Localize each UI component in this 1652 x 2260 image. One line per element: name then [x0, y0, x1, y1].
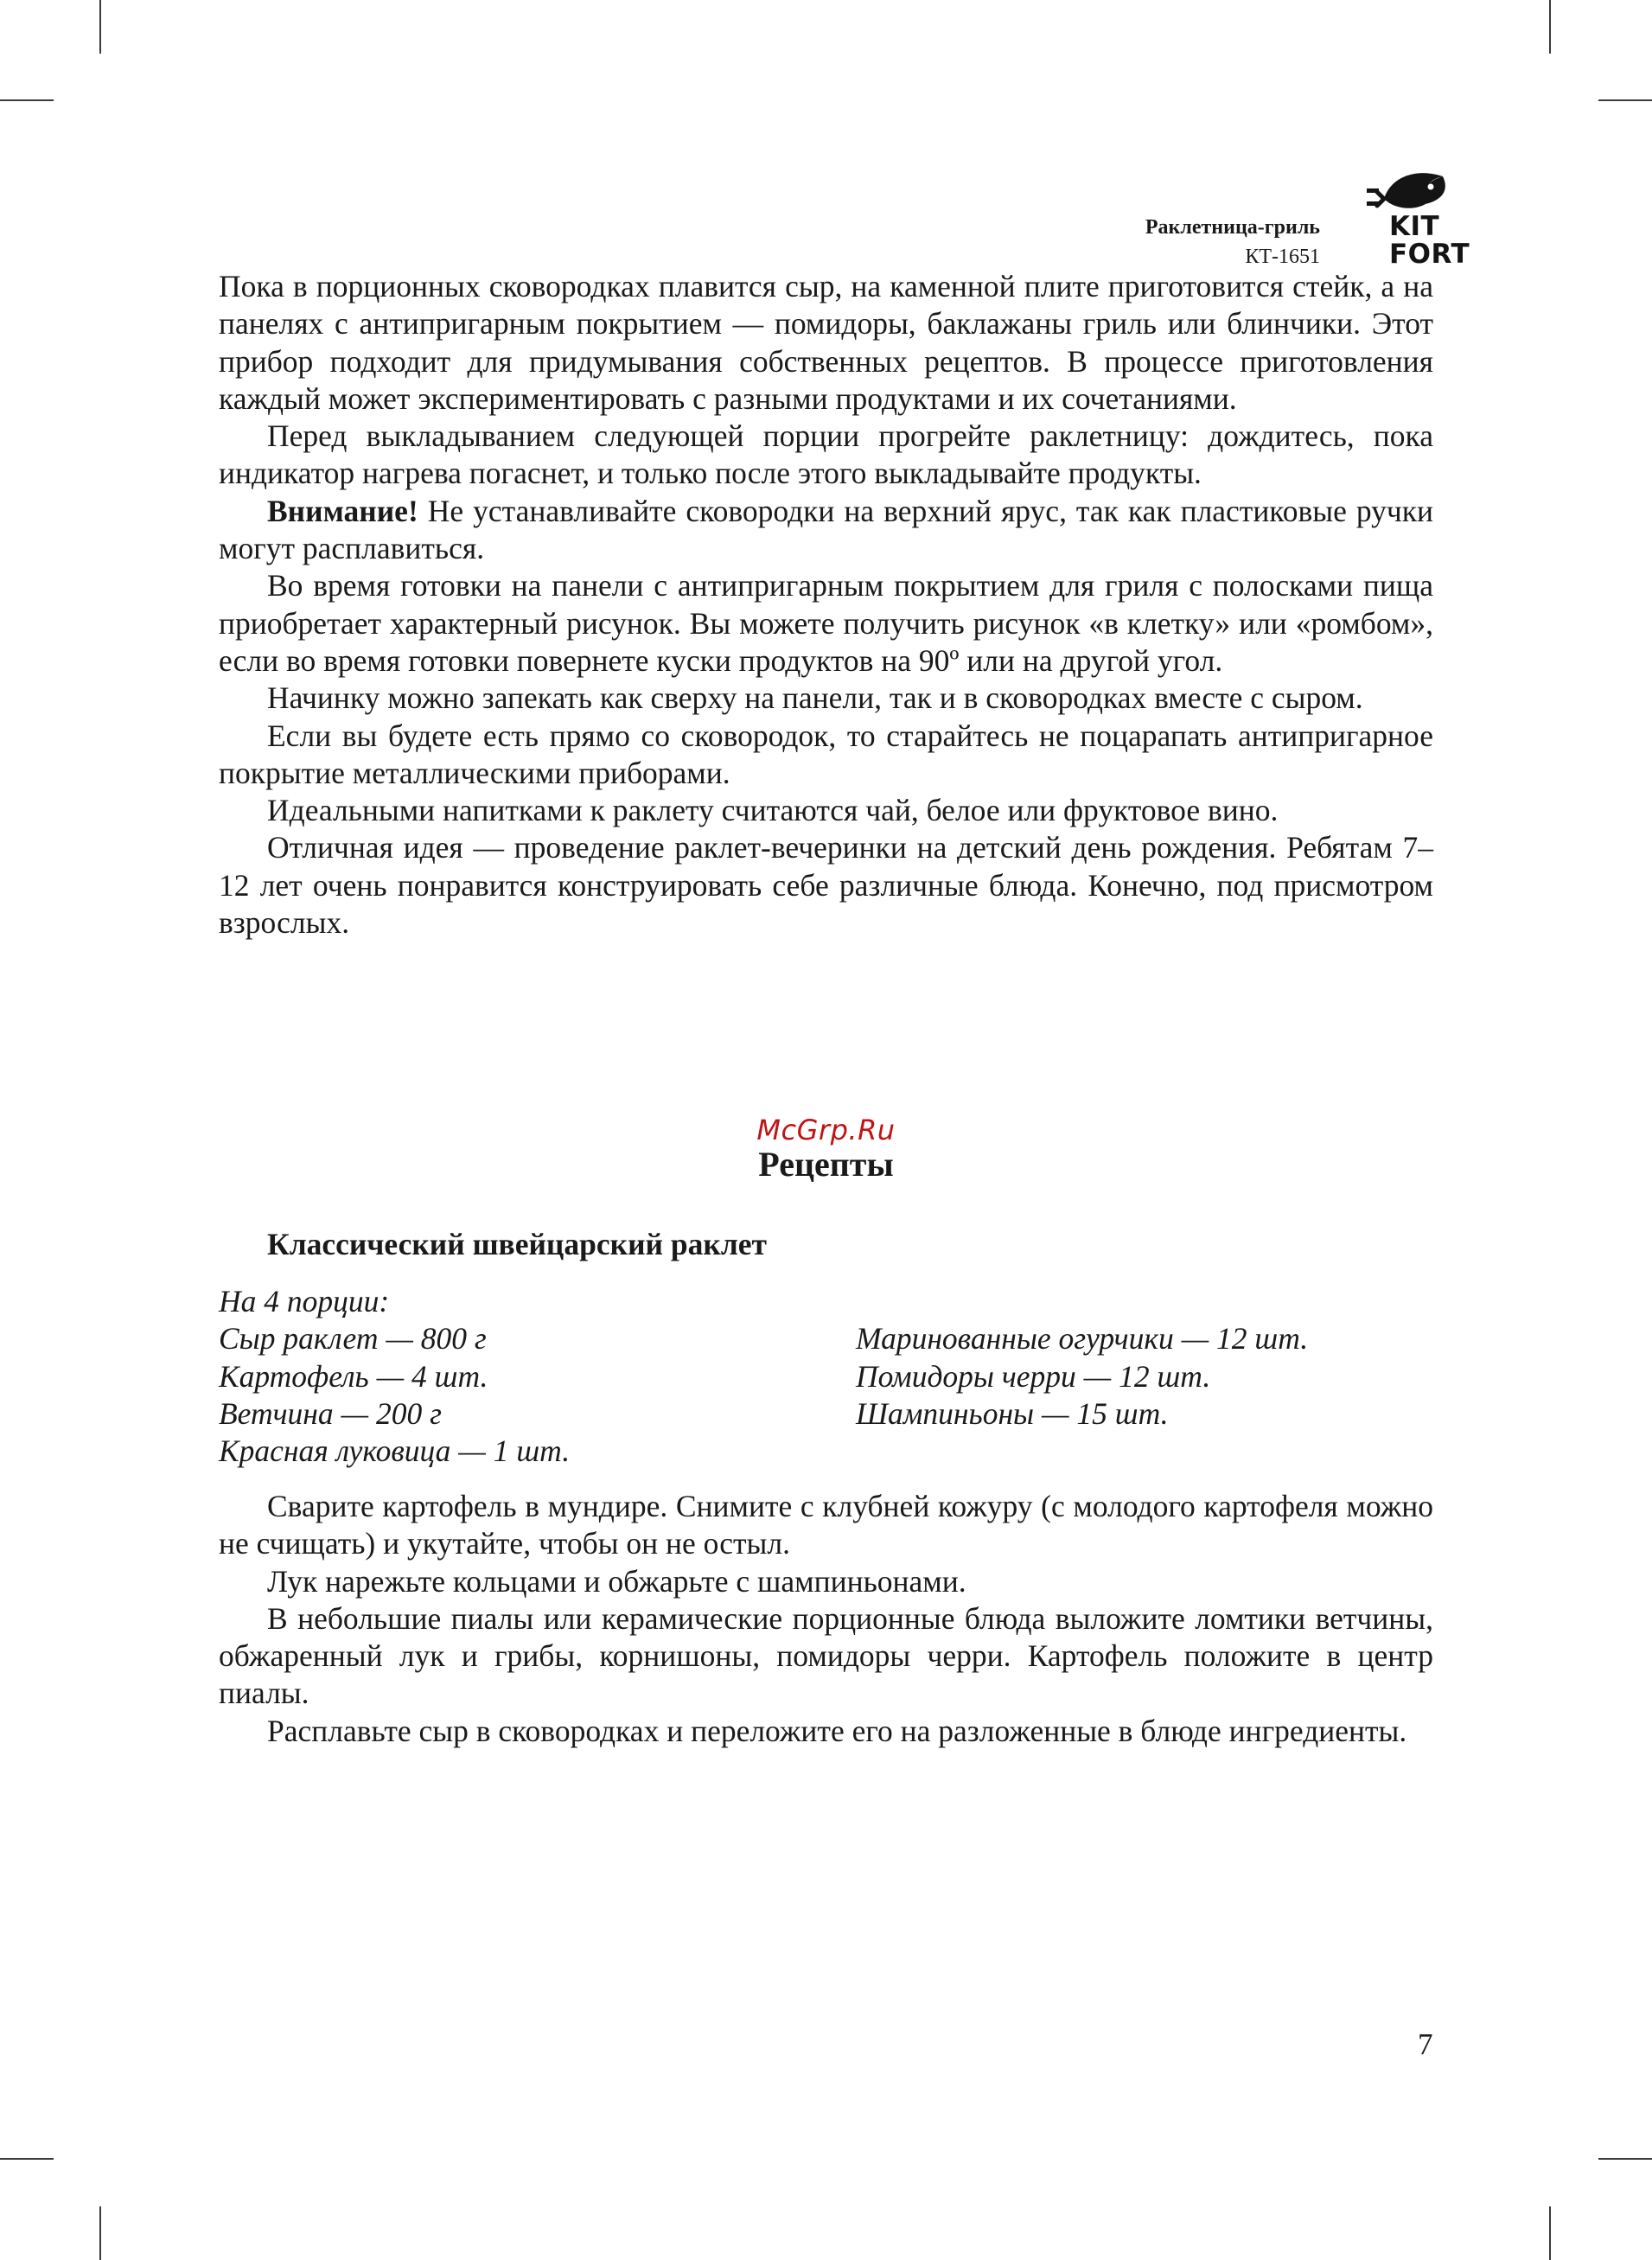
ingredient: Красная луковица — 1 шт.: [219, 1433, 571, 1469]
page-header: [1037, 161, 1474, 273]
product-name: Раклетница-гриль: [1145, 216, 1320, 239]
recipe-title: Классический швейцарский раклет: [267, 1227, 767, 1261]
paragraph: Если вы будете есть прямо со сковородок, то старайтесь не поцарапать антипригарное покрытие металлическими приборами.: [219, 718, 1433, 790]
product-info: [1145, 213, 1320, 271]
crop-mark: [1598, 99, 1652, 101]
page-number: 7: [1418, 2027, 1433, 2061]
brand-line-2: FORT: [1389, 239, 1470, 270]
crop-mark: [1549, 2206, 1551, 2260]
paragraph: Перед выкладыванием следующей порции прогрейте раклетницу: дождитесь, пока индикатор нагрева погаснет, и только после этого выкладывайте продукты.: [219, 418, 1433, 491]
ingredient: Маринованные огурчики — 12 шт.: [856, 1321, 1309, 1357]
ingredients-column-right: [856, 1320, 1461, 1433]
recipe-step: Расплавьте сыр в сковородках и переложите его на разложенные в блюде ингредиенты.: [267, 1713, 1407, 1748]
paragraph: Начинку можно запекать как сверху на панели, так и в сковородках вместе с сыром.: [267, 680, 1363, 716]
section-title: Рецепты: [758, 1145, 894, 1184]
paragraph: Идеальными напитками к раклету считаются чай, белое или фруктовое вино.: [267, 793, 1279, 828]
warning-text: Не устанавливайте сковородки на верхний ярус, так как пластиковые ручки могут расплавиться.: [219, 493, 1433, 566]
ingredient: Шампиньоны — 15 шт.: [856, 1395, 1169, 1431]
crop-mark: [99, 0, 101, 54]
ingredients-column-left: [219, 1283, 841, 1470]
warning-label: Внимание!: [267, 493, 418, 528]
product-model: КТ-1651: [1245, 246, 1320, 268]
servings: На 4 порции:: [219, 1284, 390, 1318]
paragraph: Пока в порционных сковородках плавится сыр, на каменной плите приготовится стейк, а на панелях с антипригарным покрытием — помидоры, баклажаны гриль или блинчики. Этот прибор подходит для придумывания собственных рецептов. В процессе приготовления каждый может экспериментировать с разными продуктами и их сочетаниями.: [219, 269, 1433, 416]
recipe-steps: [219, 1488, 1433, 1750]
crop-mark: [0, 99, 54, 101]
crop-mark: [1598, 2158, 1652, 2160]
paragraph: Отличная идея — проведение раклет-вечеринки на детский день рождения. Ребятам 7–12 лет очень понравится конструировать себе различные блюда. Конечно, под присмотром взрослых.: [219, 830, 1433, 941]
brand-line-1: KIT: [1389, 211, 1440, 242]
watermark: McGrp.Ru: [756, 1114, 896, 1146]
ingredient: Картофель — 4 шт.: [219, 1358, 488, 1394]
crop-mark: [1549, 0, 1551, 54]
recipe-step: Сварите картофель в мундире. Снимите с клубней кожуру (с молодого картофеля можно не счищать) и укутайте, чтобы он не остыл.: [219, 1489, 1433, 1561]
paragraph: Во время готовки на панели с антипригарным покрытием для гриля с полосками пища приобретает характерный рисунок. Вы можете получить рисунок «в клетку» или «ромбом», если во время готовки повернете куски продуктов на 90º или на другой угол.: [219, 568, 1433, 678]
body-text: [219, 268, 1433, 942]
recipe-step: В небольшие пиалы или керамические порционные блюда выложите ломтики ветчины, обжаренный лук и грибы, корнишоны, помидоры черри. Картофель положите в центр пиалы.: [219, 1600, 1433, 1711]
recipe-step: Лук нарежьте кольцами и обжарьте с шампиньонами.: [267, 1563, 966, 1599]
crop-mark: [0, 2158, 54, 2160]
brand-wordmark: [1389, 213, 1470, 268]
crop-mark: [99, 2206, 101, 2260]
ingredient: Помидоры черри — 12 шт.: [856, 1358, 1211, 1394]
brand-logo: [1327, 161, 1474, 273]
ingredient: Ветчина — 200 г: [219, 1395, 442, 1431]
ingredient: Сыр раклет — 800 г: [219, 1321, 487, 1357]
warning-paragraph: [219, 493, 1433, 568]
